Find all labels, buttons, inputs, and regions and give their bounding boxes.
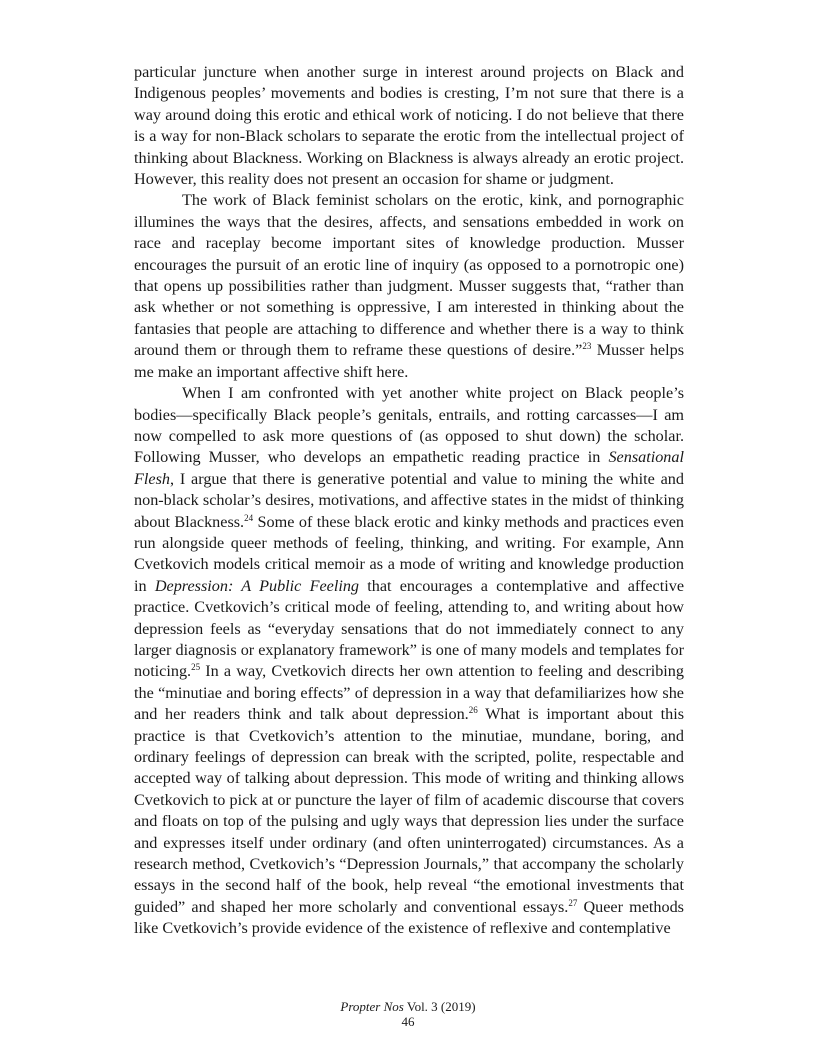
paragraph-1 [134,62,684,190]
page-number: 46 [401,1014,415,1029]
paragraph-text: What is important about this practice is that Cvetkovich’s attention to the minutiae, mundane, boring, and ordinary feelings of depression can break with the scripted, polite, respectable and accepted way of talking about depression. This mode of writing and thinking allows Cvetkovich to pick at or puncture the layer of film of academic discourse that covers and floats on top of the pulsing and ugly ways that depression lies under the surface and expresses itself under ordinary (and often uninterrogated) circumstances. As a research method, Cvetkovich’s “Depression Journals,” that accompany the scholarly essays in the second half of the book, help reveal “the emotional investments that guided” and shaped her more scholarly and conventional essays. [134,705,685,916]
paragraph-text: The work of Black feminist scholars on the erotic, kink, and pornographic illumines the ways that the desires, affects, and sensations embedded in work on race and raceplay become important sites of knowledge production. Musser encourages the pursuit of an erotic line of inquiry (as opposed to a pornotropic one) that opens up possibilities rather than judgment. Musser suggests that, “rather than ask whether or not something is oppressive, I am interested in thinking about the fantasies that people are attaching to difference and whether there is a way to think around them or through them to reframe these questions of desire.” [134,191,684,360]
article-body [134,62,684,940]
paragraph-text: When I am confronted with yet another white project on Black people’s bodies—specifically Black people’s genitals, entrails, and rotting carcasses—I am now compelled to ask more questions of (as opposed to shut down) the scholar. Following Musser, who develops an empathetic reading practice in [134,384,684,467]
journal-name: Propter Nos [340,999,404,1014]
paragraph-text: Some of these black erotic and kinky methods and practices even run alongside queer methods of feeling, thinking, and writing. For example, Ann Cvetkovich models critical memoir as a mode of writing and knowledge production in [134,512,684,595]
footnote-ref-26[interactable]: 26 [468,705,478,716]
journal-citation [0,999,816,1014]
paragraph-text: that encourages a contemplative and affective practice. Cvetkovich’s critical mode of feeling, attending to, and writing about how depression feels as “everyday sensations that do not immediately connect to any larger diagnosis or explanatory framework” is one of many models and templates for noticing. [134,576,685,681]
paragraph-3 [134,383,684,940]
book-title: Depression: A Public Feeling [154,576,360,595]
paragraph-text: Musser helps me make an important affective shift here. [134,341,684,381]
footnote-ref-25[interactable]: 25 [191,662,201,673]
journal-volume: Vol. 3 (2019) [403,999,476,1014]
paragraph-text: particular juncture when another surge in interest around projects on Black and Indigenous peoples’ movements and bodies is cresting, I’m not sure that there is a way around doing this erotic and ethical work of noticing. I do not believe that there is a way for non-Black scholars to separate the erotic from the intellectual project of thinking about Blackness. Working on Blackness is always already an erotic project. However, this reality does not present an occasion for shame or judgment. [134,63,684,189]
paragraph-2 [134,190,684,383]
paragraph-text: Queer methods like Cvetkovich’s provide evidence of the existence of reflexive and contemplative [134,897,684,938]
book-title: Sensational Flesh [134,448,684,488]
paragraph-text: In a way, Cvetkovich directs her own attention to feeling and describing the “minutiae and boring effects” of depression in a way that defamiliarizes how she and her readers think and talk about depression. [134,662,684,724]
footnote-ref-23[interactable]: 23 [582,341,592,352]
footnote-ref-27[interactable]: 27 [568,897,578,908]
page-footer [0,999,816,1029]
footnote-ref-24[interactable]: 24 [244,512,254,523]
paragraph-text: , I argue that there is generative potential and value to mining the white and non-black scholar’s desires, motivations, and affective states in the midst of thinking about Blackness. [134,469,684,531]
